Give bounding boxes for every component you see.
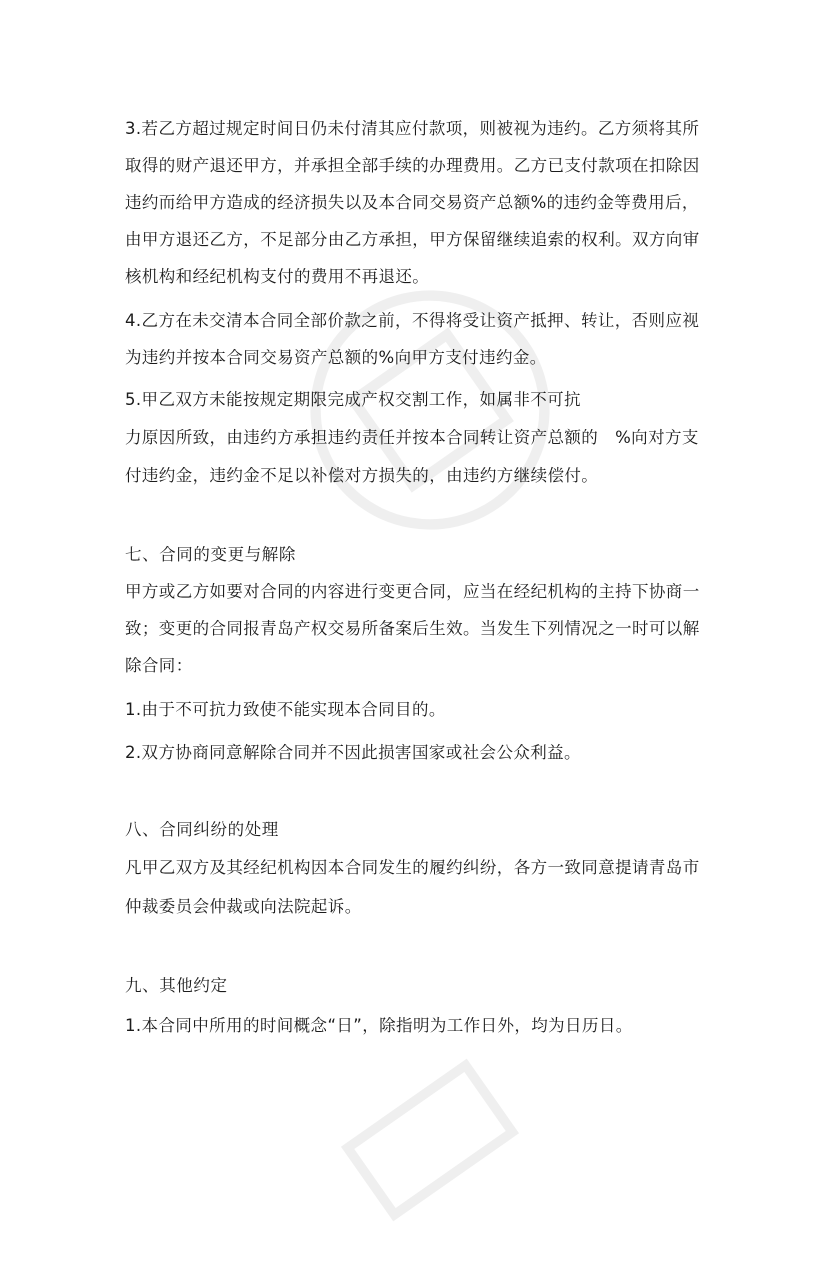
text-line: 3.若乙方超过规定时间日仍未付清其应付款项，则被视为违约。乙方须将其所 (125, 119, 700, 138)
text-line: 2.双方协商同意解除合同并不因此损害国家或社会公众利益。 (125, 743, 581, 762)
text-line: 核机构和经纪机构支付的费用不再退还。 (125, 267, 430, 286)
text-line: 甲方或乙方如要对合同的内容进行变更合同，应当在经纪机构的主持下协商一 (125, 582, 700, 601)
text-line: 力原因所致，由违约方承担违约责任并按本合同转让资产总额的 %向对方支 (125, 428, 699, 447)
text-line: 1.由于不可抗力致使不能实现本合同目的。 (125, 700, 446, 719)
text-line: 5.甲乙双方未能按规定期限完成产权交割工作，如属非不可抗 (125, 390, 581, 409)
text-line: 致；变更的合同报青岛产权交易所备案后生效。当发生下列情况之一时可以解 (125, 619, 700, 638)
text-line: 除合同： (125, 656, 193, 675)
text-line: 仲裁委员会仲裁或向法院起诉。 (125, 897, 362, 916)
section-heading: 八、合同纠纷的处理 (125, 820, 279, 839)
section-heading: 九、其他约定 (125, 976, 228, 995)
text-line: 1.本合同中所用的时间概念“日”，除指明为工作日外，均为日历日。 (125, 1016, 633, 1035)
text-line: 凡甲乙双方及其经纪机构因本合同发生的履约纠纷，各方一致同意提请青岛市 (125, 858, 700, 877)
text-line: 4.乙方在未交清本合同全部价款之前，不得将受让资产抵押、转让，否则应视 (125, 311, 700, 330)
section-heading: 七、合同的变更与解除 (125, 545, 296, 564)
text-line: 为违约并按本合同交易资产总额的%向甲方支付违约金。 (125, 348, 547, 367)
text-line: 违约而给甲方造成的经济损失以及本合同交易资产总额%的违约金等费用后， (125, 193, 699, 212)
text-line: 付违约金，违约金不足以补偿对方损失的，由违约方继续偿付。 (125, 466, 599, 485)
watermark-icon (289, 1016, 571, 1263)
text-line: 由甲方退还乙方，不足部分由乙方承担，甲方保留继续追索的权利。双方向审 (125, 230, 700, 249)
text-line: 取得的财产退还甲方，并承担全部手续的办理费用。乙方已支付款项在扣除因 (125, 156, 700, 175)
